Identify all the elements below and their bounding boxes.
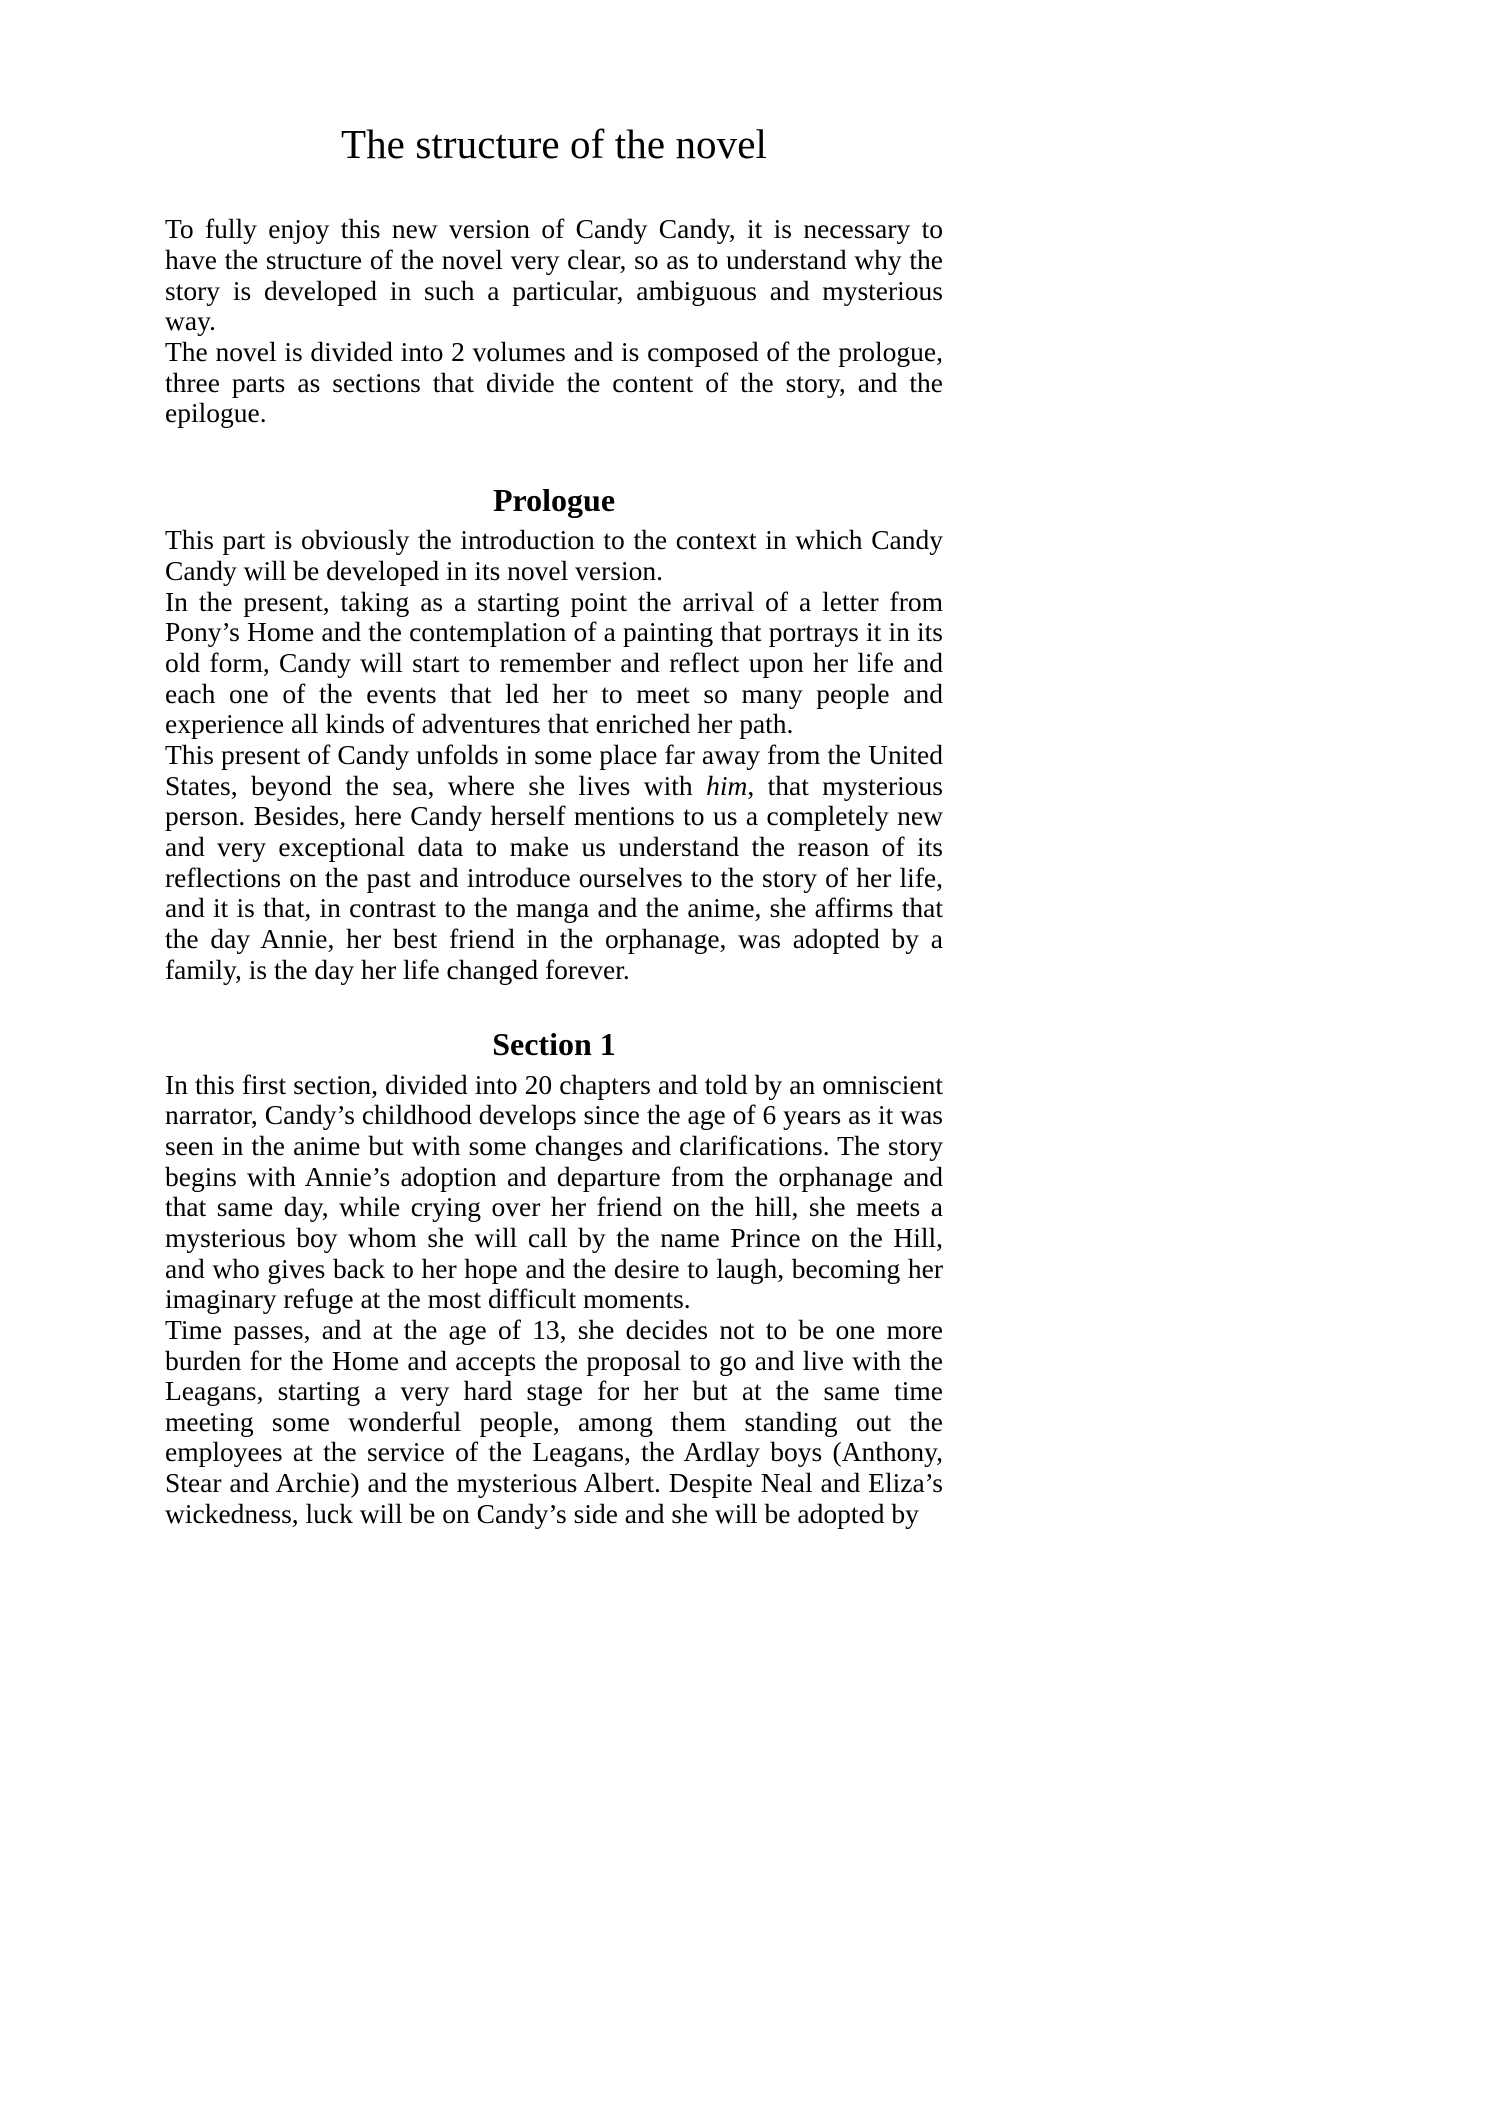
- paragraph: This part is obviously the introduction to the context in which Candy Candy will be developed in its novel version.: [165, 524, 943, 587]
- section-1-block: [165, 1070, 943, 1530]
- paragraph: Time passes, and at the age of 13, she decides not to be one more burden for the Home and accepts the proposal to go and live with the Leagans, starting a very hard stage for her but at the same time meeting some wonderful people, among them standing out the employees at the service of the Leagans, the Ardlay boys (Anthony, Stear and Archie) and the mysterious Albert. Despite Neal and Eliza’s wickedness, luck will be on Candy’s side and she will be adopted by: [165, 1313, 943, 1529]
- paragraph: In this first section, divided into 20 chapters and told by an omniscient narrator, Candy’s childhood develops since the age of 6 years as it was seen in the anime but with some changes and clarifications. The story begins with Annie’s adoption and departure from the orphanage and that same day, while crying over her friend on the hill, she meets a mysterious boy whom she will call by the name Prince on the Hill, and who gives back to her hope and the desire to laugh, becoming her imaginary refuge at the most difficult moments.: [165, 1068, 943, 1315]
- page-content: [165, 120, 943, 1529]
- intro-block: [165, 214, 943, 429]
- paragraph-text-before: This present of Candy unfolds in some place far away from the United States, beyond the sea, where she lives with: [165, 738, 943, 801]
- prologue-block: [165, 525, 943, 985]
- paragraph: In the present, taking as a starting point the arrival of a letter from Pony’s Home and the contemplation of a painting that portrays it in its old form, Candy will start to remember and reflect upon her life and each one of the events that led her to meet so many people and experience all kinds of adventures that enriched her path.: [165, 585, 943, 740]
- paragraph-text-after: , that mysterious person. Besides, here Candy herself mentions to us a completely new and very exceptional data to make us understand the reason of its reflections on the past and introduce ourselves to the story of her life, and it is that, in contrast to the manga and the anime, she affirms that the day Annie, her best friend in the orphanage, was adopted by a family, is the day her life changed forever.: [165, 769, 943, 985]
- section-heading-section-1: Section 1: [492, 1026, 616, 1063]
- italic-emphasis: him: [706, 769, 748, 801]
- page-title: The structure of the novel: [340, 121, 768, 167]
- paragraph-with-italic: [165, 740, 943, 985]
- paragraph: To fully enjoy this new version of Candy Candy, it is necessary to have the structure of the novel very clear, so as to understand why the story is developed in such a particular, ambiguous and mysterious way.: [165, 213, 943, 337]
- paragraph: The novel is divided into 2 volumes and is composed of the prologue, three parts as sections that divide the content of the story, and the epilogue.: [165, 336, 943, 429]
- section-heading-prologue: Prologue: [492, 481, 616, 518]
